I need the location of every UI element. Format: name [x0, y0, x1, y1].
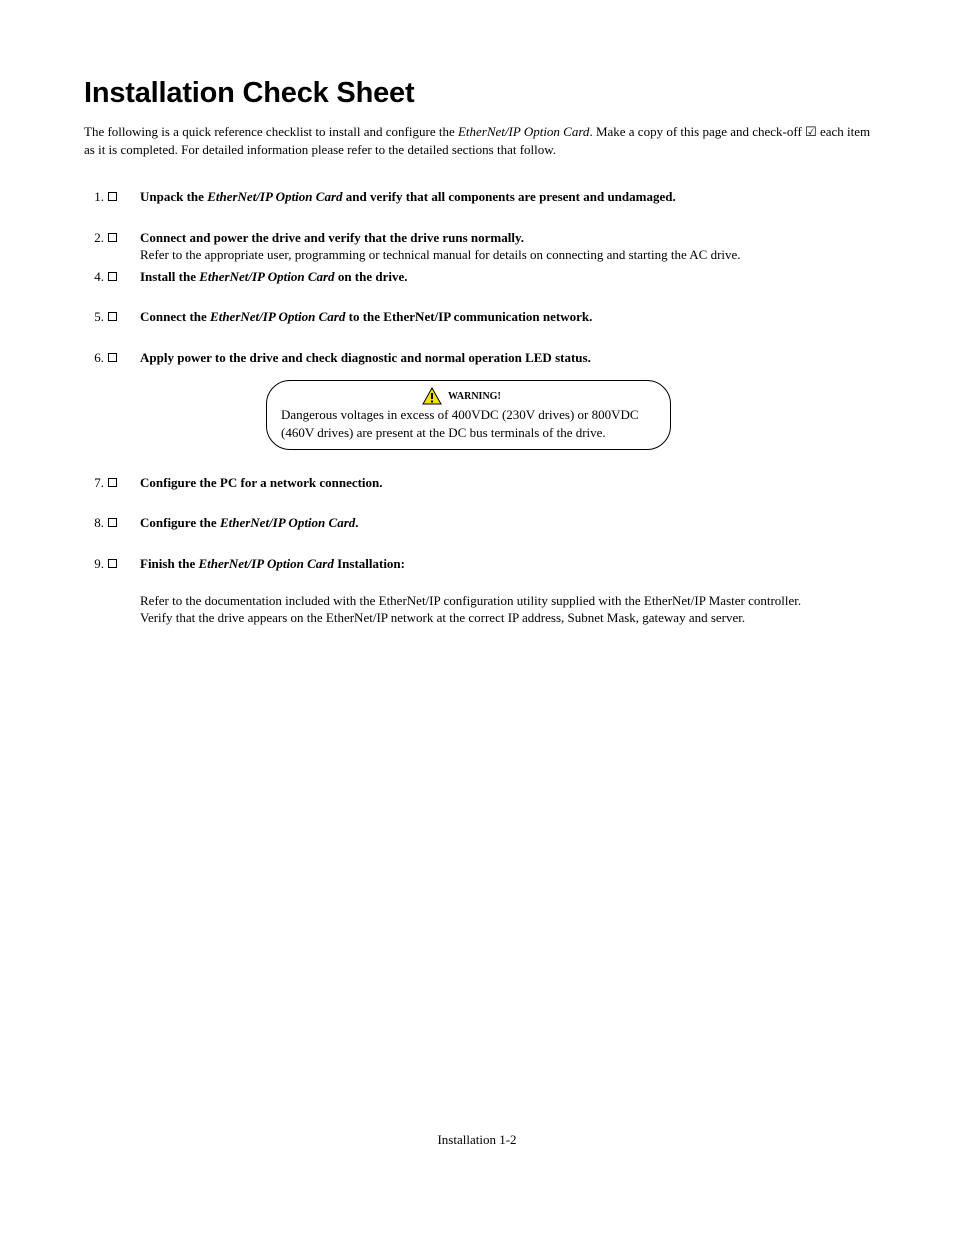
page-title: Installation Check Sheet — [84, 77, 415, 109]
checklist-item — [84, 555, 874, 572]
item-number: 2. — [94, 230, 104, 245]
item-text: Configure the EtherNet/IP Option Card. — [140, 515, 359, 530]
item-text: Connect the EtherNet/IP Option Card to the EtherNet/IP communication network. — [140, 309, 593, 324]
item-text: Install the EtherNet/IP Option Card on the drive. — [140, 269, 408, 284]
item-text: Finish the EtherNet/IP Option Card Installation: — [140, 556, 405, 571]
intro-card-name: EtherNet/IP Option Card — [457, 124, 590, 139]
item-number: 7. — [94, 475, 104, 490]
checkbox-icon[interactable] — [108, 353, 117, 362]
item-number: 9. — [94, 556, 104, 571]
intro-paragraph — [84, 123, 874, 159]
warning-box — [266, 380, 671, 450]
item-text: Apply power to the drive and check diagnostic and normal operation LED status. — [140, 350, 591, 365]
checked-box-icon: ☑ — [805, 124, 817, 139]
item-text: Configure the PC for a network connection. — [140, 475, 383, 490]
checklist-item — [84, 268, 874, 285]
checklist-item — [84, 308, 874, 325]
checkbox-icon[interactable] — [108, 559, 117, 568]
page-footer: Installation 1-2 — [437, 1132, 517, 1147]
warning-header — [422, 386, 501, 406]
checklist-item — [84, 514, 874, 531]
intro-text: . Make a copy of this page and check-off — [589, 124, 806, 139]
final-note-line: Verify that the drive appears on the EtherNet/IP network at the correct IP address, Subnet Mask, gateway and server. — [140, 610, 746, 625]
item-number: 5. — [94, 309, 104, 324]
checkbox-icon[interactable] — [108, 272, 117, 281]
item-text: Connect and power the drive and verify that the drive runs normally. — [140, 230, 524, 245]
item-number: 4. — [94, 269, 104, 284]
checklist-item — [84, 474, 874, 491]
checkbox-icon[interactable] — [108, 312, 117, 321]
checklist-item — [84, 229, 874, 263]
item-subtext: Refer to the appropriate user, programming or technical manual for details on connecting and starting the AC drive. — [140, 247, 741, 262]
intro-text: each item as it is completed. For detailed information please refer to the detailed sections that follow. — [84, 124, 871, 157]
checkbox-icon[interactable] — [108, 518, 117, 527]
item-number: 1. — [94, 189, 104, 204]
checkbox-icon[interactable] — [108, 233, 117, 242]
item-number: 8. — [94, 515, 104, 530]
warning-label: WARNING! — [448, 390, 501, 402]
checkbox-icon[interactable] — [108, 478, 117, 487]
checklist-item — [84, 188, 874, 205]
checklist-item — [84, 349, 874, 366]
checkbox-icon[interactable] — [108, 192, 117, 201]
final-note — [140, 592, 880, 626]
intro-text: The following is a quick reference checklist to install and configure the — [84, 124, 458, 139]
warning-text: Dangerous voltages in excess of 400VDC (230V drives) or 800VDC (460V drives) are present at the DC bus terminals of the drive. — [281, 407, 639, 440]
final-note-line: Refer to the documentation included with the EtherNet/IP configuration utility supplied with the EtherNet/IP Master controller. — [140, 593, 802, 608]
warning-triangle-icon — [422, 387, 442, 405]
item-number: 6. — [94, 350, 104, 365]
item-text: Unpack the EtherNet/IP Option Card and verify that all components are present and undamaged. — [140, 189, 676, 204]
